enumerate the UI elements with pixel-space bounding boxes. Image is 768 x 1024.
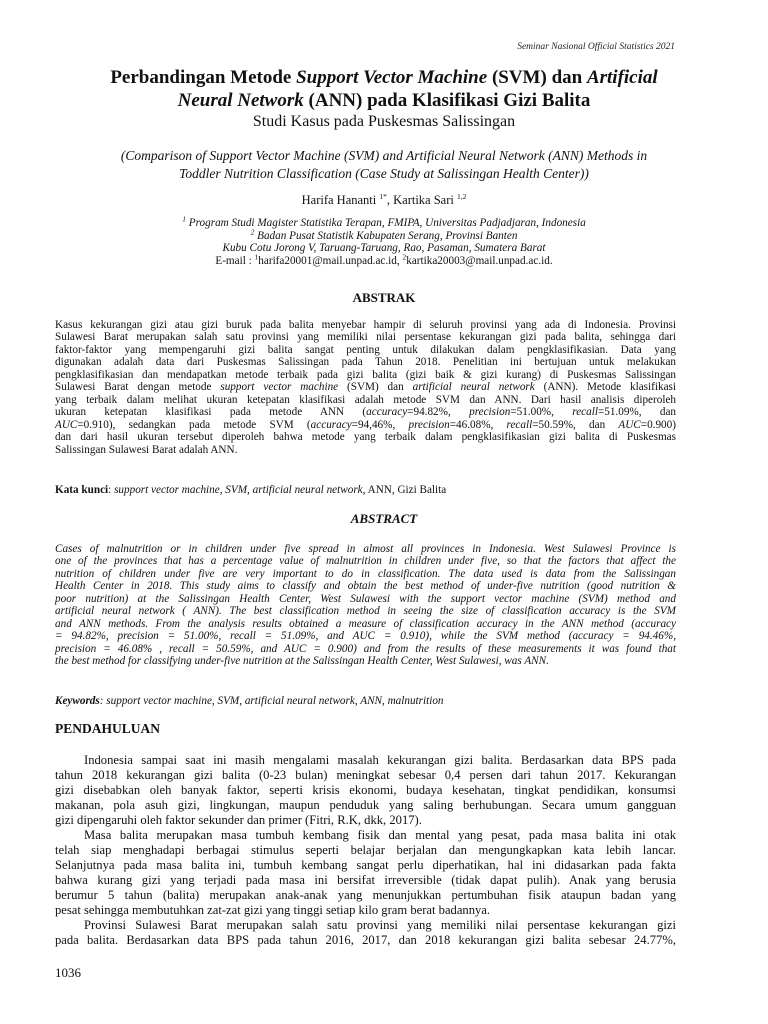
abstrak-line: Salissingan Sulawesi Barat adalah ANN. [55, 443, 238, 456]
abstrak-line: dan dari hasil ukuran tersebut diperoleh bahwa metode yang terbaik dalam pengklasifikasian gizi balita di Puskesmas [55, 431, 676, 444]
abstract-line: the best method for classifying under-five nutrition at the Salissingan Health Center, West Sulawesi, was ANN. [55, 655, 549, 668]
paper-title [40, 66, 728, 112]
author-list: Harifa Hananti $^{1*}$, Kartika Sari $^{1,2}$ [301, 191, 467, 207]
body-line: tahun 2018 kekurangan gizi balita (0-23 bulan) meningkat sebesar 0,4 persen dari tahun 2017. Kekurangan [55, 768, 676, 782]
abstrak-line: Sulawesi Barat dengan metode support vector machine (SVM) dan artificial neural network (ANN). Metode klasifikasi [55, 381, 676, 394]
abstract-line: Health Center in 2018. This study aims to classify and obtain the best method of under-five nutrition (good nutrition & [55, 580, 676, 593]
abstract-heading: ABSTRACT [350, 511, 418, 526]
paper-subtitle: Studi Kasus pada Puskesmas Salissingan [252, 113, 516, 130]
keywords: Keywords: support vector machine, SVM, artificial neural network, ANN, malnutrition [55, 695, 444, 707]
body-line: Indonesia sampai saat ini masih mengalami masalah kekurangan gizi balita. Berdasarkan data BPS pada [84, 753, 676, 767]
kata-kunci: Kata kunci: support vector machine, SVM, artificial neural network, ANN, Gizi Balita [55, 484, 447, 496]
abstrak-line: yang terbaik dalam melihat ukuran ketepatan klasifikasi adalah metode SVM dan ANN. Dari hasil analisis diperoleh [55, 393, 676, 406]
pendahuluan-body [55, 753, 676, 948]
page-number: 1036 [55, 965, 81, 980]
body-line: makanan, pola asuh gizi, lingkungan, maupun penduduk yang saling berhubungan. Secara umum gangguan [55, 798, 676, 812]
abstract-body [55, 543, 676, 668]
abstract-line: and ANN methods. From the analysis results obtained a measure of classification accuracy in the ANN method (accuracy [55, 617, 676, 630]
abstract-line: nutrition of children under five are very important to do in classification. The data used is data from the Salissingan [55, 567, 676, 580]
body-line: gizi dipengaruhi oleh faktor sekunder dan primer (Fitri, R.K, dkk, 2017). [55, 813, 422, 827]
abstract-line: Cases of malnutrition or in children under five spread in almost all provinces in Indonesia. West Sulawesi Province is [55, 543, 676, 555]
english-title-line: (Comparison of Support Vector Machine (SVM) and Artificial Neural Network (ANN) Methods in [120, 148, 648, 163]
abstrak-line: AUC=0.910), sedangkan pada metode SVM (accuracy=94,46%, precision=46.08%, recall=50.59%, dan AUC=0.900) [55, 418, 676, 431]
abstract-line: = 94.82%, precision = 51.00%, recall = 51.09%, and AUC = 0.910), while the SVM method (accuracy = 94.46%, [55, 630, 676, 643]
abstract-line: poor nutrition) at the Salissingan Health Center, West Sulawesi with the support vector machine (SVM) method and [55, 592, 676, 605]
running-header: Seminar Nasional Official Statistics 2021 [517, 42, 675, 52]
body-line: Provinsi Sulawesi Barat merupakan salah satu provinsi yang memiliki nilai persentase kekurangan gizi [84, 918, 676, 932]
email-link-2[interactable]: kartika20003@mail.unpad.ac.id. [406, 254, 553, 267]
abstract-line: one of the provinces that has a percentage value of malnutrition in children under five, so that the factors that affect the [55, 555, 676, 568]
abstrak-line: digunakan adalah data dari Puskesmas Salissingan pada Tahun 2018. Penelitian ini bertujuan untuk melakukan [55, 356, 676, 369]
body-line: pada balita. Berdasarkan data BPS pada tahun 2016, 2017, dan 2018 kekurangan gizi balita sebesar 24.77%, [55, 933, 676, 947]
body-line: telah siap menghadapi berbagai stimulus seperti belajar berjalan dan mengungkapkan kata lebih lancar. [55, 843, 676, 857]
abstrak-line: Sulawesi Barat merupakan salah satu provinsi yang memiliki nilai persentase kekurangan gizi pada balita, sehingga dari [55, 331, 676, 344]
email-line: E-mail : $^1$harifa20001@mail.unpad.ac.id, $^2$kartika20003@mail.unpad.ac.id. [215, 251, 553, 267]
affiliation-2: $^2$ Badan Pusat Statistik Kabupaten Serang, Provinsi Banten [250, 226, 518, 242]
abstrak-heading: ABSTRAK [352, 290, 416, 305]
email-link-1[interactable]: harifa20001@mail.unpad.ac.id, [258, 254, 403, 267]
title-line-1: Perbandingan Metode Support Vector Machine (SVM) dan Artificial [110, 67, 658, 88]
english-title [40, 147, 728, 183]
affiliations [40, 214, 728, 267]
affiliation-1: $^1$ Program Studi Magister Statistika Terapan, FMIPA, Universitas Padjadjaran, Indonesia [182, 214, 586, 229]
english-title-line: Toddler Nutrition Classification (Case Study at Salissingan Health Center)) [179, 166, 589, 181]
abstrak-line: faktor-faktor yang mempengaruhi gizi balita sangat penting untuk dilakukan dalam pengklasifikasian. Data yang [55, 343, 676, 356]
abstrak-line: Kasus kekurangan gizi atau gizi buruk pada balita menyebar hampir di seluruh provinsi yang ada di Indonesia. Provinsi [55, 319, 676, 331]
body-line: gizi disebabkan oleh banyak faktor, seperti krisis ekonomi, budaya kesehatan, tingkat pendidikan, konsumsi [55, 783, 676, 797]
abstract-line: artificial neural network ( ANN). The best classification method in seeing the size of classification accuracy is the SVM [55, 605, 676, 618]
body-line: bahwa kurang gizi yang terjadi pada masa ini bersifat irreversible (tidak dapat pulih). Anak yang berusia [55, 873, 676, 887]
abstrak-line: pengklasifikasian dan mendapatkan metode terbaik pada gizi balita (gizi baik & gizi kurang) di Puskesmas Salissingan [55, 368, 676, 381]
abstrak-body [55, 319, 676, 456]
title-line-2: Neural Network (ANN) pada Klasifikasi Gizi Balita [177, 90, 591, 111]
abstract-line: precision = 46.08% , recall = 50.59%, and AUC = 0.900) and from the results of these measurements it was found that [55, 642, 676, 655]
section-heading-pendahuluan: PENDAHULUAN [55, 721, 161, 736]
affiliation-address: Kubu Cotu Jorong V, Taruang-Taruang, Rao, Pasaman, Sumatera Barat [222, 242, 546, 254]
body-line: Masa balita merupakan masa tumbuh kembang fisik dan mental yang pesat, pada masa balita ini otak [84, 828, 676, 842]
body-line: pesat sehingga membutuhkan zat-zat gizi yang tinggi setiap kilo gram berat badannya. [55, 903, 491, 917]
body-line: berumur 5 tahun (balita) merupakan anak-anak yang menunjukkan pertumbuhan fisik ataupun badan yang [55, 888, 676, 902]
abstrak-line: ukuran ketepatan klasifikasi pada metode ANN (accuracy=94.82%, precision=51.00%, recall=51.09%, dan [55, 406, 676, 419]
body-line: Selanjutnya pada masa balita ini, tumbuh kembang sangat perlu diperhatikan, hal ini didasarkan pada fakta [55, 858, 676, 872]
